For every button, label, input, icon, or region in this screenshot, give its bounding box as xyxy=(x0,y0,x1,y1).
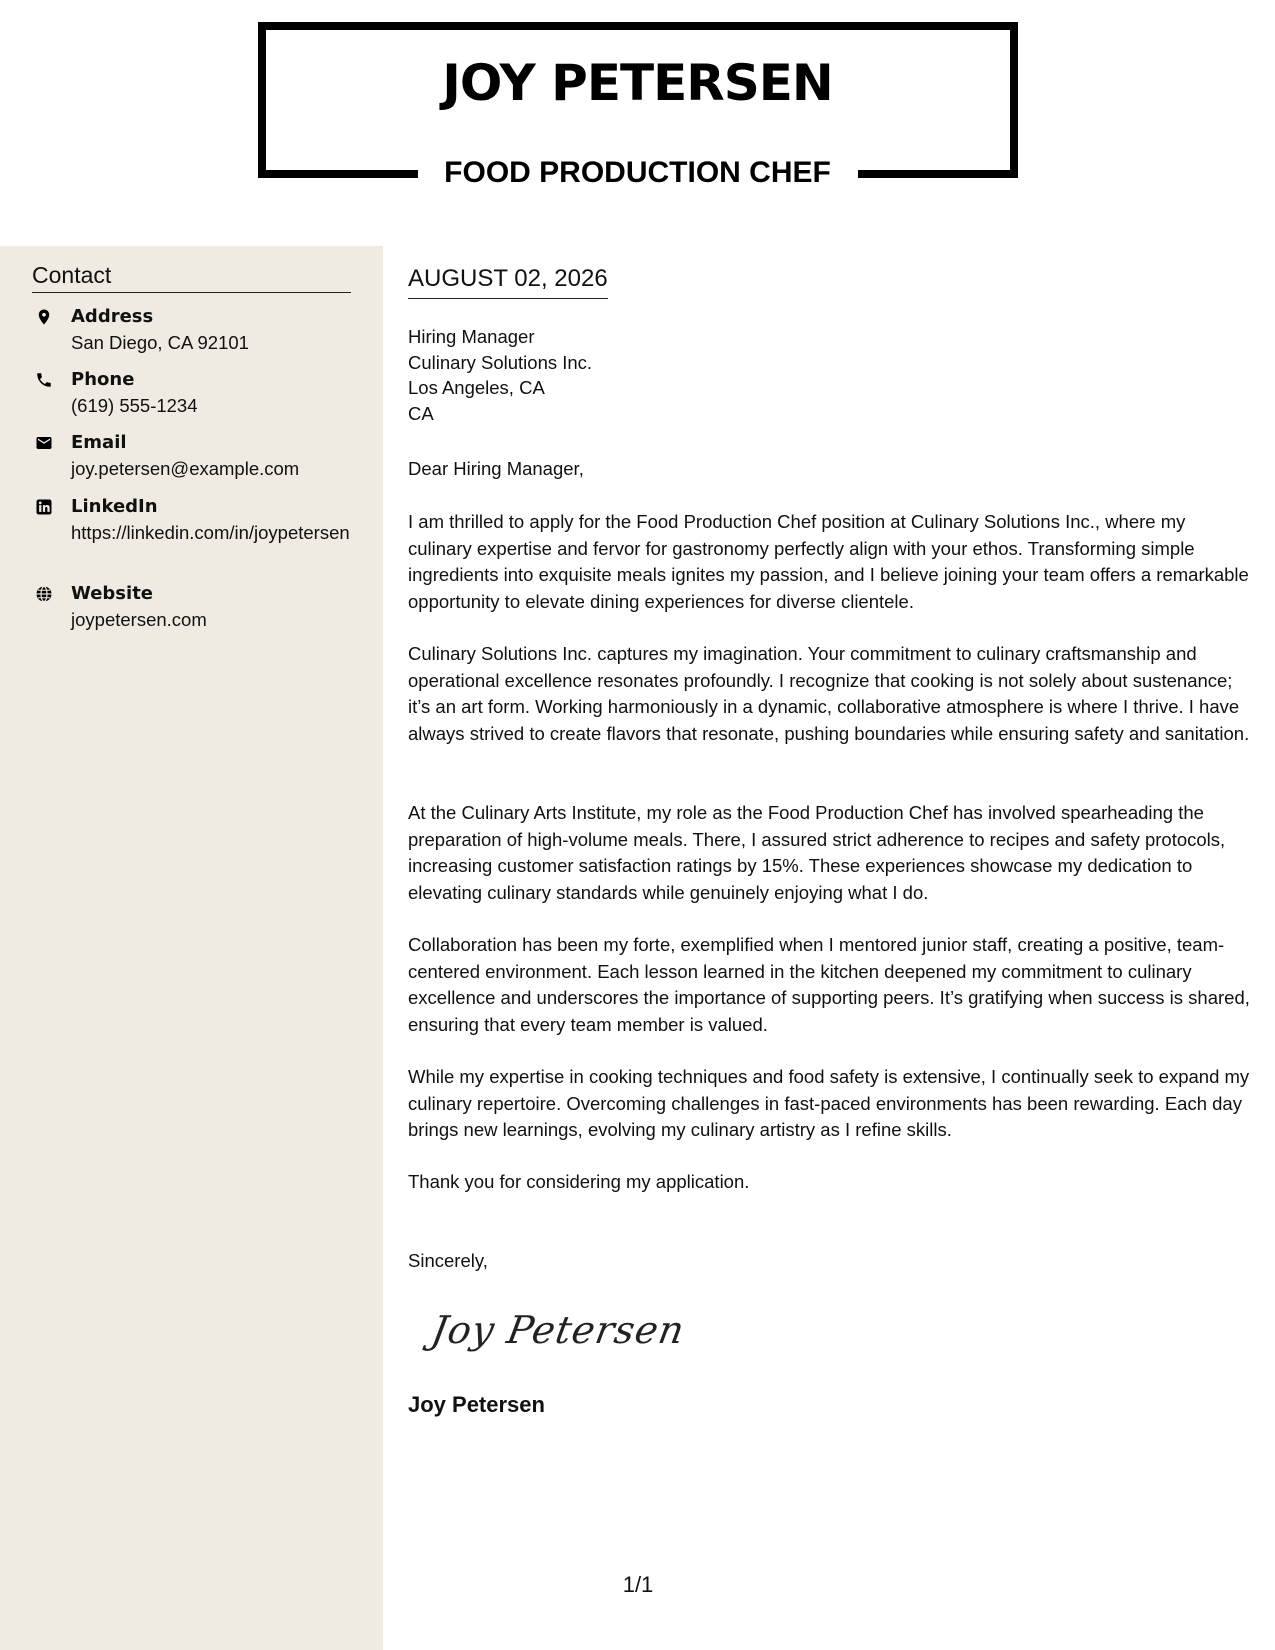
website-value[interactable]: joypetersen.com xyxy=(71,609,207,630)
phone-icon xyxy=(35,371,53,389)
letter-paragraph: Culinary Solutions Inc. captures my imagination. Your commitment to culinary craftsmanship and operational excellence resonates profoundly. I recognize that cooking is not solely about sustenance; it’s an art form. Working harmoniously in a dynamic, collaborative atmosphere is where I thrive. I have always strived to create flavors that resonate, pushing boundaries while ensuring safety and sanitation. xyxy=(408,643,1250,744)
contact-heading: Contact xyxy=(32,260,351,293)
closing-line: Thank you for considering my application. xyxy=(408,1171,750,1192)
letter-paragraph: I am thrilled to apply for the Food Production Chef position at Culinary Solutions Inc., where my culinary expertise and fervor for gastronomy perfectly align with your ethos. Transforming simple ingredients into exquisite meals ignites my passion, and I believe joining your team offers a remarkable opportunity to elevate dining experiences for diverse clientele. xyxy=(408,511,1249,612)
signer-name: Joy Petersen xyxy=(408,1392,545,1417)
letter-paragraph: At the Culinary Arts Institute, my role as the Food Production Chef has involved spearheading the preparation of high-volume meals. There, I assured strict adherence to recipes and safety protocols, increasing customer satisfaction ratings by 15%. These experiences showcase my dedication to elevating culinary standards while genuinely enjoying what I do. xyxy=(408,802,1226,903)
linkedin-icon xyxy=(35,498,53,516)
applicant-name: JOY PETERSEN xyxy=(442,54,833,112)
handwritten-signature: Joy Petersen xyxy=(428,1308,689,1352)
email-label: Email xyxy=(71,432,127,453)
letter-paragraph: Collaboration has been my forte, exemplified when I mentored junior staff, creating a positive, team-centered environment. Each lesson learned in the kitchen deepened my commitment to culinary excellence and underscores the importance of supporting peers. It’s gratifying when success is shared, ensuring that every team member is valued. xyxy=(408,934,1250,1035)
recipient-line: Culinary Solutions Inc. xyxy=(408,351,593,373)
envelope-icon xyxy=(35,434,53,452)
linkedin-label: LinkedIn xyxy=(71,496,158,517)
address-label: Address xyxy=(71,306,154,327)
email-value[interactable]: joy.petersen@example.com xyxy=(71,458,300,479)
address-value: San Diego, CA 92101 xyxy=(71,332,249,353)
job-title: FOOD PRODUCTION CHEF xyxy=(444,156,831,189)
recipient-line: CA xyxy=(408,402,434,424)
sign-off: Sincerely, xyxy=(408,1250,488,1271)
phone-value: (619) 555-1234 xyxy=(71,395,198,416)
letter-date: AUGUST 02, 2026 xyxy=(408,264,608,299)
salutation: Dear Hiring Manager, xyxy=(408,458,584,479)
letter-paragraph: While my expertise in cooking techniques and food safety is extensive, I continually seek to expand my culinary repertoire. Overcoming challenges in fast-paced environments has been rewarding. Each day brings new learnings, evolving my culinary artistry as I refine skills. xyxy=(408,1066,1250,1140)
recipient-line: Los Angeles, CA xyxy=(408,377,545,398)
map-pin-icon xyxy=(35,308,53,326)
recipient-line: Hiring Manager xyxy=(408,326,535,347)
website-label: Website xyxy=(71,583,154,604)
phone-label: Phone xyxy=(71,369,135,390)
linkedin-value[interactable]: https://linkedin.com/in/joypetersen xyxy=(71,522,350,543)
globe-icon xyxy=(35,585,53,603)
recipient-block xyxy=(408,324,592,426)
page-number: 1/1 xyxy=(622,1572,654,1597)
